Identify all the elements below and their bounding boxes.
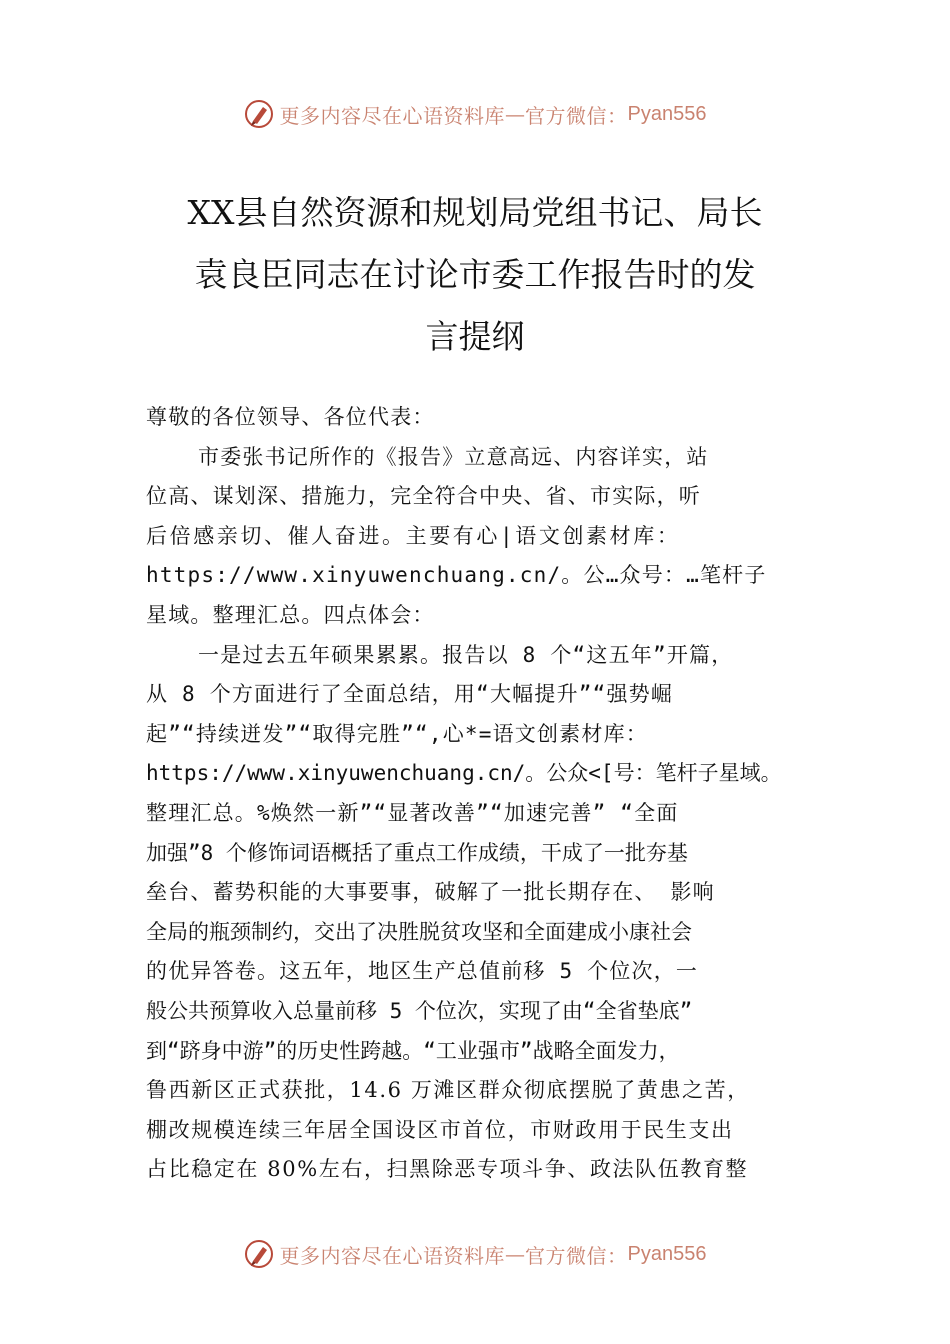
banner-separator: —: [505, 102, 526, 126]
body-line: 垒台、蓄势积能的大事要事，破解了一批长期存在、 影响: [146, 880, 715, 905]
body-line: 星域。整理汇总。四点体会：: [146, 602, 435, 627]
salutation: 尊敬的各位领导、各位代表：: [146, 405, 435, 429]
body-line: 市委张书记所作的《报告》立意高远、内容详实，站: [198, 444, 709, 469]
body-line: 加强”8 个修饰词语概括了重点工作成绩，干成了一批夯基: [146, 840, 688, 865]
body-line: https://www.xinyuwenchuang.cn/。公众<[号：笔杆子星域。: [146, 761, 782, 786]
body-line: 棚改规模连续三年居全国设区市首位，市财政用于民生支出: [146, 1117, 734, 1142]
title-line-1: XX县自然资源和规划局党组书记、局长: [187, 193, 763, 232]
document-body: [146, 398, 810, 1190]
banner-text: 更多内容尽在心语资料库: [279, 1243, 506, 1268]
title-line-3: 言提纲: [425, 317, 525, 356]
banner-wechat-id: Pyan556: [627, 1242, 707, 1265]
body-line: 起”“持续迸发”“取得完胜”“,心*=语文创素材库：: [146, 721, 648, 746]
header-banner: [0, 96, 950, 132]
body-line: 从 8 个方面进行了全面总结，用“大幅提升”“强势崛: [146, 682, 674, 707]
banner-wechat-id: Pyan556: [627, 102, 707, 125]
document-title: [0, 182, 950, 368]
banner-separator: —: [505, 1242, 526, 1266]
body-line: 鲁西新区正式获批，14.6 万滩区群众彻底摆脱了黄患之苦，: [146, 1078, 750, 1103]
banner-text: 更多内容尽在心语资料库: [279, 103, 506, 128]
pen-logo-icon: [244, 1239, 274, 1269]
title-line-2: 袁良臣同志在讨论市委工作报告时的发: [194, 255, 756, 294]
body-line: 后倍感亲切、催人奋进。主要有心|语文创素材库：: [146, 523, 681, 548]
banner-wechat-label: 官方微信：: [525, 1243, 628, 1268]
body-line: 一是过去五年硕果累累。报告以 8 个“这五年”开篇，: [198, 642, 734, 667]
body-line: 占比稳定在 80%左右，扫黑除恶专项斗争、政法队伍教育整: [146, 1157, 749, 1182]
body-line: https://www.xinyuwenchuang.cn/。公…众号：…笔杆子: [146, 563, 767, 588]
banner-wechat-label: 官方微信：: [525, 103, 628, 128]
footer-banner: [0, 1236, 950, 1272]
body-line: 全局的瓶颈制约，交出了决胜脱贫攻坚和全面建成小康社会: [146, 919, 692, 944]
body-line: 整理汇总。%焕然一新”“显著改善”“加速完善” “全面: [146, 800, 679, 825]
body-line: 的优异答卷。这五年，地区生产总值前移 5 个位次，一: [146, 959, 699, 984]
body-line: 般公共预算收入总量前移 5 个位次，实现了由“全省垫底”: [146, 998, 693, 1023]
body-line: 位高、谋划深、措施力，完全符合中央、省、市实际，听: [146, 484, 701, 509]
body-line: 到“跻身中游”的历史性跨越。“工业强市”战略全面发力，: [146, 1038, 680, 1063]
pen-logo-icon: [244, 99, 274, 129]
